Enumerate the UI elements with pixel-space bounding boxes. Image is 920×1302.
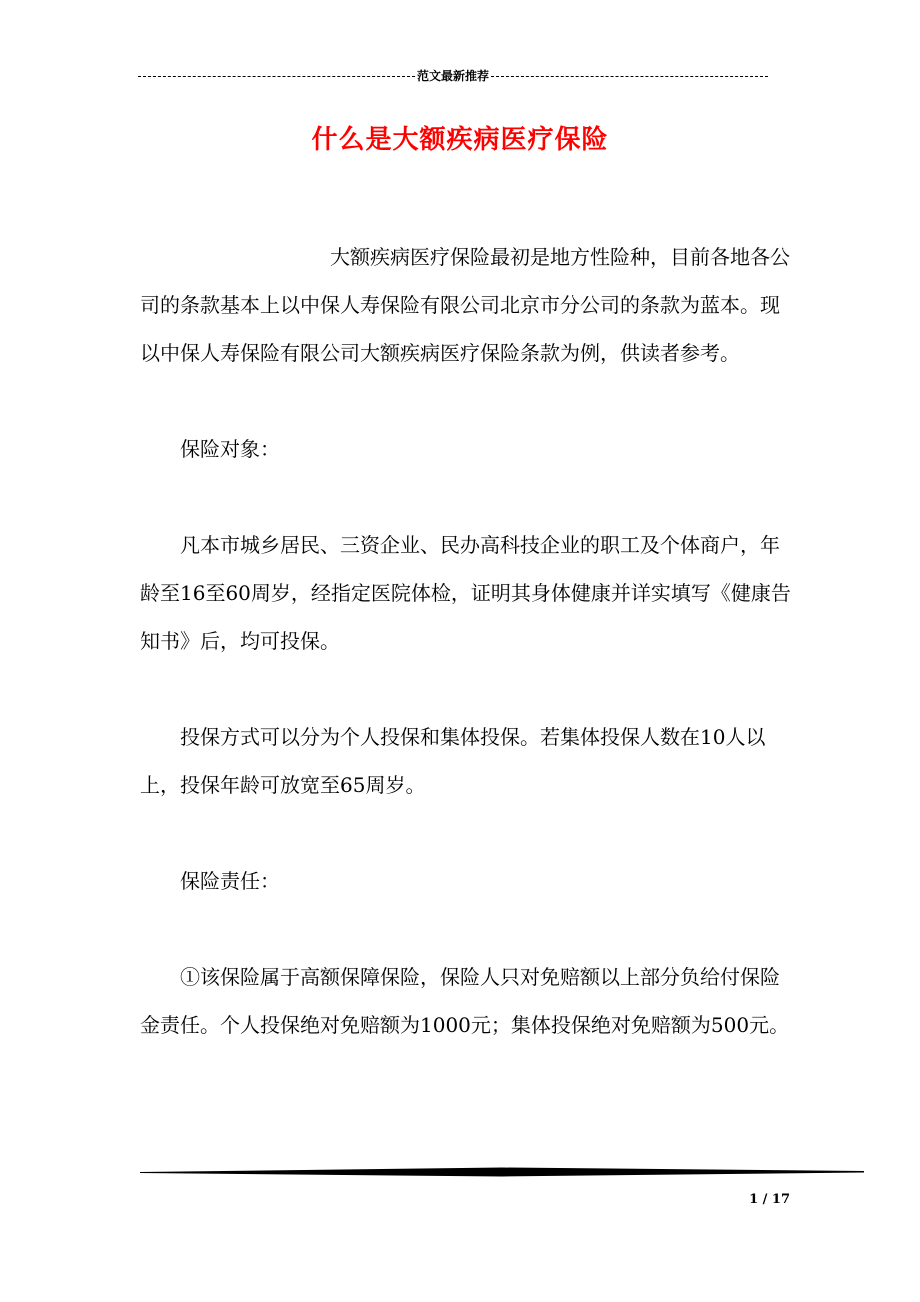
eligibility-paragraph: 凡本市城乡居民、三资企业、民办高科技企业的职工及个体商户，年龄至16至60周岁，经指定医院体检，证明其身体健康并详实填写《健康告知书》后，均可投保。 bbox=[140, 533, 791, 653]
header-label: 范文最新推荐 bbox=[417, 69, 490, 83]
header-dashes-left bbox=[138, 66, 415, 86]
footer-rule bbox=[140, 1166, 864, 1178]
page-header bbox=[138, 66, 768, 86]
enrollment-paragraph: 投保方式可以分为个人投保和集体投保。若集体投保人数在10人以上，投保年龄可放宽至65周岁。 bbox=[140, 725, 766, 797]
intro-paragraph: 大额疾病医疗保险最初是地方性险种，目前各地各公司的条款基本上以中保人寿保险有限公司北京市分公司的条款为蓝本。现以中保人寿保险有限公司大额疾病医疗保险条款为例，供读者参考。 bbox=[140, 245, 790, 365]
section-heading-liability: 保险责任： bbox=[180, 869, 280, 893]
liability-paragraph: ①该保险属于高额保障保险，保险人只对免赔额以上部分负给付保险金责任。个人投保绝对免赔额为1000元；集体投保绝对免赔额为500元。 bbox=[140, 965, 790, 1037]
document-title: 什么是大额疾病医疗保险 bbox=[311, 125, 609, 155]
page-number: 1 / 17 bbox=[749, 1192, 790, 1207]
header-dashes-right bbox=[491, 66, 768, 86]
section-heading-insured: 保险对象： bbox=[180, 437, 280, 461]
document-body bbox=[140, 233, 792, 1049]
